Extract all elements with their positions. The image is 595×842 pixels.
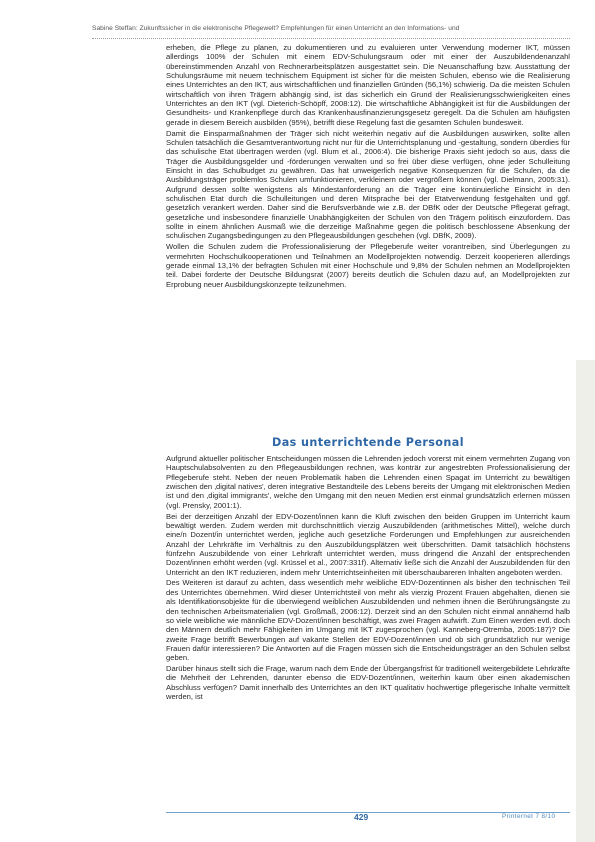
body-text-top (166, 43, 570, 290)
body-text-bottom (166, 454, 570, 703)
paragraph: Damit die Einsparmaßnahmen der Träger sich nicht weiterhin negativ auf die Ausbildungen auswirken, sollte allen Schulen tatsächlich die Gesamtverantwortung nicht nur für die Unterrichtsplanung und -gestaltung, sondern überdies für das schulische Etat übertragen werden (vgl. Blum et al., 2006:4). Die bisherige Praxis sieht jedoch so aus, dass die Träger die Ausbildungsgelder und -förderungen verwalten und so frei über diese verfügen, ohne jeder Schulleitung Einsicht in das Schulbudget zu gewähren. Das hat unweigerlich negative Konsequenzen für die Schulen, da die Ausbildungsträger problemlos Schulen umfunktionieren, verkleinern oder vergrößern können (vgl. Dielmann, 2005:31). Aufgrund dessen sollte wenigstens als Mindestanforderung an die Träger eine kontinuierliche Einsicht in den schulischen Etat durch die Schulleitungen und deren Mitsprache bei der Etatverwendung festgehalten und ggf. gesetzlich verankert werden. Daher sind die Berufsverbände wie z.B. der DBfK oder der Deutsche Pflegerat gefragt, gesetzliche und insbesondere finanzielle Unabhängigkeiten der Schulen von den Trägern politisch einzufordern. Das sollte in einem ähnlichen Ausmaß wie die derzeitige Maßnahme gegen die politisch beschlossene Absenkung der schulischen Zugangsbedingungen zu den Pflegeausbildungen geschehen (vgl. DBfK, 2009). (166, 128, 570, 241)
paragraph: Aufgrund aktueller politischer Entscheidungen müssen die Lehrenden jedoch vorerst mit einem vermehrten Zugang von Hauptschulabsolventen zu den Pflegeausbildungen rechnen, was konträr zur angestrebten Professionalisierung der Pflegeberufe steht. Neben der neuen Problematik haben die Lehrenden einen Spagat im Unterricht zu bewältigen zwischen den ‚digital natives', deren integrative Bestandteile des Lebens bereits der Umgang mit elektronischen Medien ist und den ‚digital immigrants', welche den Umgang mit den neuen Medien erst einmal grundsätzlich erlernen müssen (vgl. Prensky, 2001:1). (166, 454, 570, 510)
paragraph: Des Weiteren ist darauf zu achten, dass wesentlich mehr weibliche EDV-Dozentinnen als bisher den technischen Teil des Unterrichtes übernehmen. Wird dieser Unterrichtsteil von mehr als vierzig Prozent Frauen abgehalten, dienen sie als Identifikationsobjekte für die überwiegend weiblichen Auszubildenden und nehmen ihnen die Berührungsängste zu den technischen Arbeitsmaterialien (vgl. Großmaß, 2006:12). Derzeit sind an den Schulen nicht einmal annähernd halb so viele weibliche wie männliche EDV-Dozent/innen beschäftigt, was zwei Fragen aufwirft. Zum Einen werden evtl. doch den Männern deutlich mehr Fähigkeiten im Umgang mit IKT zugesprochen (vgl. Kanneberg-Otremba, 2005:187)? Die zweite Frage betrifft Bewerbungen auf vakante Stellen der EDV-Dozent/innen und ob sich grundsätzlich nur wenige Frauen dafür interessieren? Die Antworten auf die Fragen müssen sich die Entscheidungsträger an den Schulen selbst geben. (166, 578, 570, 663)
paragraph: Bei der derzeitigen Anzahl der EDV-Dozent/innen kann die Kluft zwischen den beiden Gruppen im Unterricht kaum bewältigt werden. Zudem werden mit durchschnittlich vierzig Auszubildenden (arithmetisches Mittel), welche durch eine/n Dozent/in unterrichtet werden, jegliche auch gesetzliche Forderungen und Empfehlungen zur ausreichenden Anzahl der Lehrkräfte im Verhältnis zu den Auszubildungsplätzen weit überschritten. Damit tatsächlich höchstens fünfzehn Auszubildende von einer Lehrkraft unterrichtet werden, muss dringend die Anzahl der entsprechenden Dozent/innen erhöht werden (vgl. Krüssel et al., 2007:331f). Alternativ ließe sich die Anzahl der Auszubildenden für den Unterricht an den IKT reduzieren, indem mehr Unterrichtseinheiten mit überschaubareren Inhalten angeboten werden. (166, 511, 570, 577)
paragraph: Wollen die Schulen zudem die Professionalisierung der Pflegeberufe weiter vorantreiben, sind Überlegungen zu vermehrten Hochschulkooperationen und Teilnahmen an Modellprojekten notwendig. Derzeit kooperieren allerdings gerade einmal 13,1% der befragten Schulen mit einer Hochschule und 9,8% der Schulen nehmen an Modellprojekten teil. Dabei forderte der Deutsche Bildungsrat (2007) bereits deutlich die Schulen dazu auf, an Modellprojekten zur Erprobung neuer Ausbildungskonzepte teilzunehmen. (166, 242, 570, 289)
header-divider (92, 38, 570, 39)
journal-name: Printernet 7 8/10 (502, 813, 556, 820)
paragraph: erheben, die Pflege zu planen, zu dokumentieren und zu evaluieren unter Verwendung moderner IKT, müssen allerdings 100% der Schulen mit einem EDV-Schulungsraum oder mit einer der Auszubildendenanzahl übereinstimmenden Anzahl von Rechnerarbeitsplätzen ausgestattet sein. Die Neuanschaffung bzw. Ausstattung der Schulungsräume mit neuem technischem Equipment ist sicher für die meisten Schulen, ebenso wie die Realisierung eines Unterrichtes an den IKT, aus wirtschaftlichen und finanziellen Gründen (56,1%) schwierig. Da die meisten Schulen wirtschaftlich von ihren Trägern abhängig sind, ist das sicherlich ein Grund der Realisierungsschwierigkeiten eines Unterrichtes an den IKT (vgl. Dieterich-Schöpff, 2008:12). Die wirtschaftliche Abhängigkeit ist für die Ausbildungen der Gesundheits- und Krankenpflege durch das Krankenhausfinanzierungsgesetz geregelt. Da die Schulen am häufigsten gerade in diesem Bereich ausbilden (95%), betrifft diese Regelung fast die gesamten Schulen bundesweit. (166, 43, 570, 127)
running-header: Sabine Steffan: Zukunftssicher in die elektronische Pflegewelt? Empfehlungen für einen Unterricht an den Informations- und (92, 25, 460, 32)
page-number: 429 (354, 812, 369, 822)
side-margin-bar (576, 360, 595, 842)
paragraph: Darüber hinaus stellt sich die Frage, warum nach dem Ende der Übergangsfrist für traditionell weitergebildete Lehrkräfte die Mehrheit der Lehrenden, darunter ebenso die EDV-Dozent/innen, weiterhin kaum über einen akademischen Abschluss verfügen? Damit innerhalb des Unterrichtes an den IKT qualitativ hochwertige pflegerische Inhalte vermittelt werden, ist (166, 664, 570, 702)
section-heading: Das unterrichtende Personal (272, 436, 464, 449)
